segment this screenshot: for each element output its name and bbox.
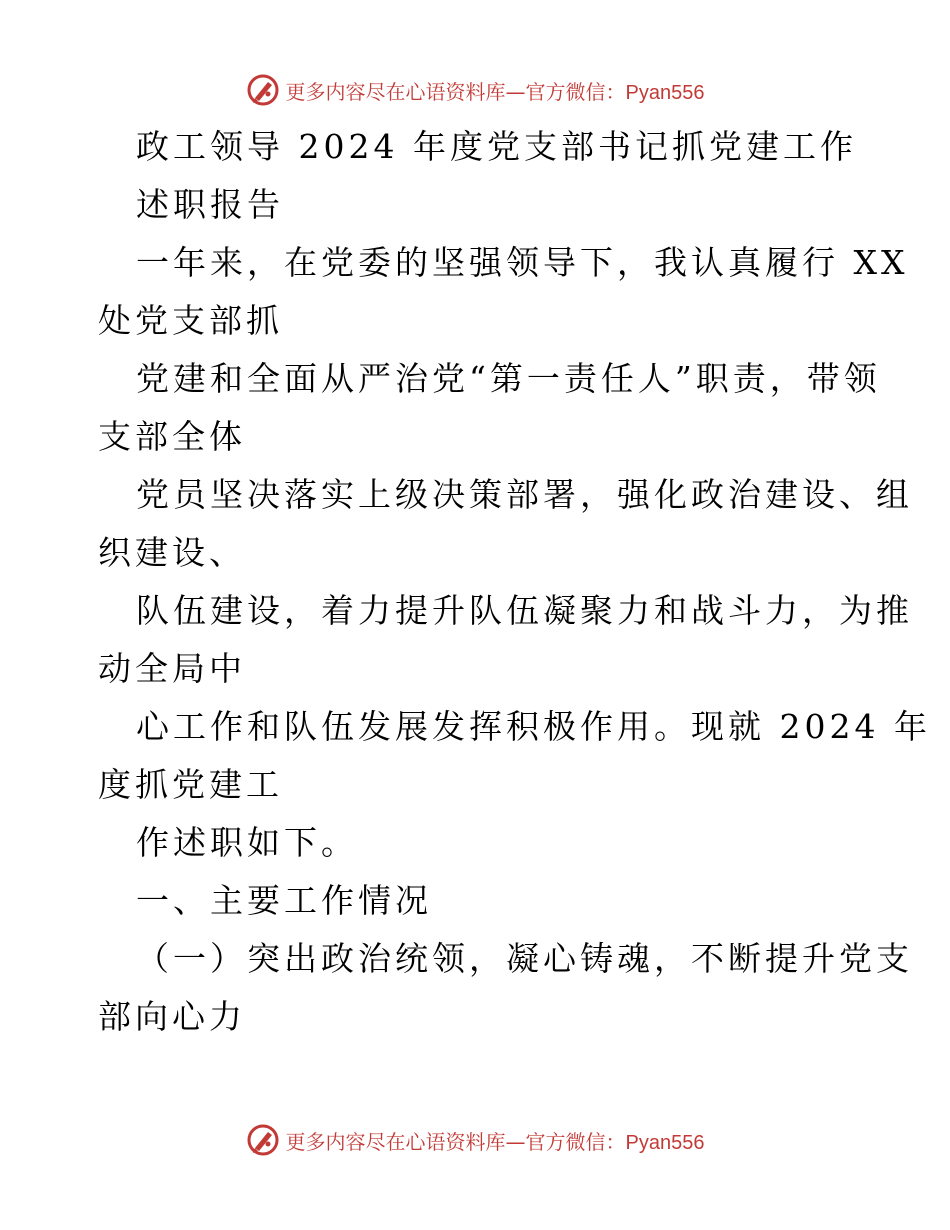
watermark-footer — [0, 1120, 950, 1160]
title-line-2: 述职报告 — [136, 185, 284, 224]
title-line-1: 政工领导 2024 年度党支部书记抓党建工作 — [136, 127, 857, 166]
paragraph-line: 队伍建设，着力提升队伍凝聚力和战斗力，为推 — [136, 591, 913, 630]
subsection-heading: （一）突出政治统领，凝心铸魂，不断提升党支 — [136, 939, 913, 978]
paragraph-line: 心工作和队伍发展发挥积极作用。现就 2024 年 — [136, 707, 931, 746]
paragraph-line: 作述职如下。 — [136, 823, 358, 862]
pen-logo-icon — [246, 73, 280, 107]
watermark-text: 更多内容尽在心语资料库—官方微信：Pyan556 — [285, 1129, 705, 1154]
paragraph-line: 度抓党建工 — [98, 765, 283, 804]
pen-logo-icon — [246, 1123, 280, 1157]
watermark-header — [0, 70, 950, 110]
paragraph-line: 处党支部抓 — [98, 301, 283, 340]
document-body — [98, 118, 931, 1046]
watermark-text: 更多内容尽在心语资料库—官方微信：Pyan556 — [285, 79, 705, 104]
section-heading: 一、主要工作情况 — [136, 881, 432, 920]
paragraph-line: 党建和全面从严治党“第一责任人”职责，带领 — [136, 359, 881, 398]
paragraph-line: 动全局中 — [98, 649, 246, 688]
paragraph-line: 支部全体 — [98, 417, 246, 456]
paragraph-line: 织建设、 — [98, 533, 246, 572]
subsection-heading-cont: 部向心力 — [98, 997, 246, 1036]
paragraph-line: 党员坚决落实上级决策部署，强化政治建设、组 — [136, 475, 913, 514]
paragraph-line: 一年来，在党委的坚强领导下，我认真履行 XX — [136, 243, 909, 282]
